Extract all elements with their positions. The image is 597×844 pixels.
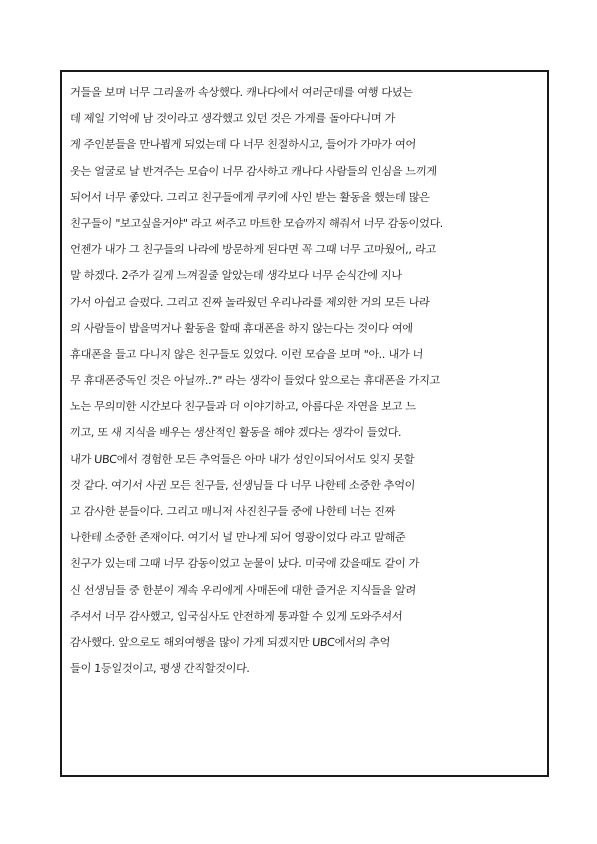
text-line: 고 감사한 분들이다. 그리고 매니저 사진친구들 중에 나한테 너는 진짜 [69, 505, 396, 518]
text-line: 나한테 소중한 존재이다. 여기서 널 만나게 되어 영광이었다 라고 말해준 [69, 531, 406, 545]
text-line: 끼고, 또 새 지식을 배우는 생산적인 활동을 해야 겠다는 생각이 들었다. [69, 426, 402, 440]
text-line: 친구들이 "보고싶을거야" 라고 써주고 마트한 모습까지 해줘서 너무 감동이었다. [69, 216, 444, 230]
text-line: 데 제일 기억에 남 것이라고 생각했고 있던 것은 가게를 돌아다니며 가 [69, 112, 396, 126]
text-line: 노는 무의미한 시간보다 친구들과 더 이야기하고, 아름다운 자연을 보고 느 [69, 400, 417, 414]
text-line: 휴대폰을 들고 다니지 않은 친구들도 있었다. 이런 모습을 보며 "아.. 내가 너 [69, 347, 424, 361]
text-line: 무 휴대폰중독인 것은 아닐까..?" 라는 생각이 들었다 앞으로는 휴대폰을 가지고 [69, 374, 441, 388]
text-line: 언젠가 내가 그 친구들의 나라에 방문하게 된다면 꼭 그때 너무 고마웠어,, 라고 [69, 243, 437, 257]
text-line: 말 하겠다. 2주가 길게 느껴질줄 알았는데 생각보다 너무 순식간에 지나 [69, 269, 403, 283]
text-line: 게 주인분들을 만나뵙게 되었는데 다 너무 친절하시고, 들어가 가마가 여어 [69, 138, 417, 152]
handwritten-essay [70, 80, 539, 682]
text-line: 친구가 있는데 그때 너무 감동이었고 눈물이 났다. 미국에 갔을때도 같이 가 [69, 557, 420, 571]
text-line: 것 같다. 여기서 사귄 모든 친구들, 선생님들 다 너무 나한테 소중한 추억이 [69, 478, 416, 492]
text-line: 내가 UBC에서 경험한 모든 추억들은 아마 내가 성인이되어서도 잊지 못할 [69, 452, 415, 466]
text-line: 주셔서 너무 감사했고, 입국심사도 안전하게 통과할 수 있게 도와주셔서 [69, 609, 403, 623]
writing-frame [60, 70, 549, 777]
text-line: 의 사람들이 밥을먹거나 활동을 할때 휴대폰을 하지 않는다는 것이다 여에 [69, 321, 414, 335]
text-line: 들이 1등일것이고, 평생 간직할것이다. [69, 662, 251, 676]
text-line: 가서 아쉽고 슬펐다. 그리고 진짜 놀라웠던 우리나라를 제외한 거의 모든 나라 [69, 295, 430, 309]
text-line: 감사했다. 앞으로도 해외여행을 많이 가게 되겠지만 UBC에서의 추억 [69, 635, 391, 649]
text-line: 거들을 보며 너무 그리울까 속상했다. 캐나다에서 여러군데를 여행 다녔는 [69, 86, 414, 99]
text-line: 되어서 너무 좋았다. 그리고 친구들에게 쿠키에 사인 받는 활동을 했는데 많은 [69, 190, 430, 204]
text-line: 웃는 얼굴로 날 반겨주는 모습이 너무 감사하고 캐나다 사람들의 인심을 느끼게 [69, 164, 438, 178]
text-line: 신 선생님들 중 한분이 계속 우리에게 사매돈에 대한 즐거운 지식들을 알려 [69, 583, 417, 597]
